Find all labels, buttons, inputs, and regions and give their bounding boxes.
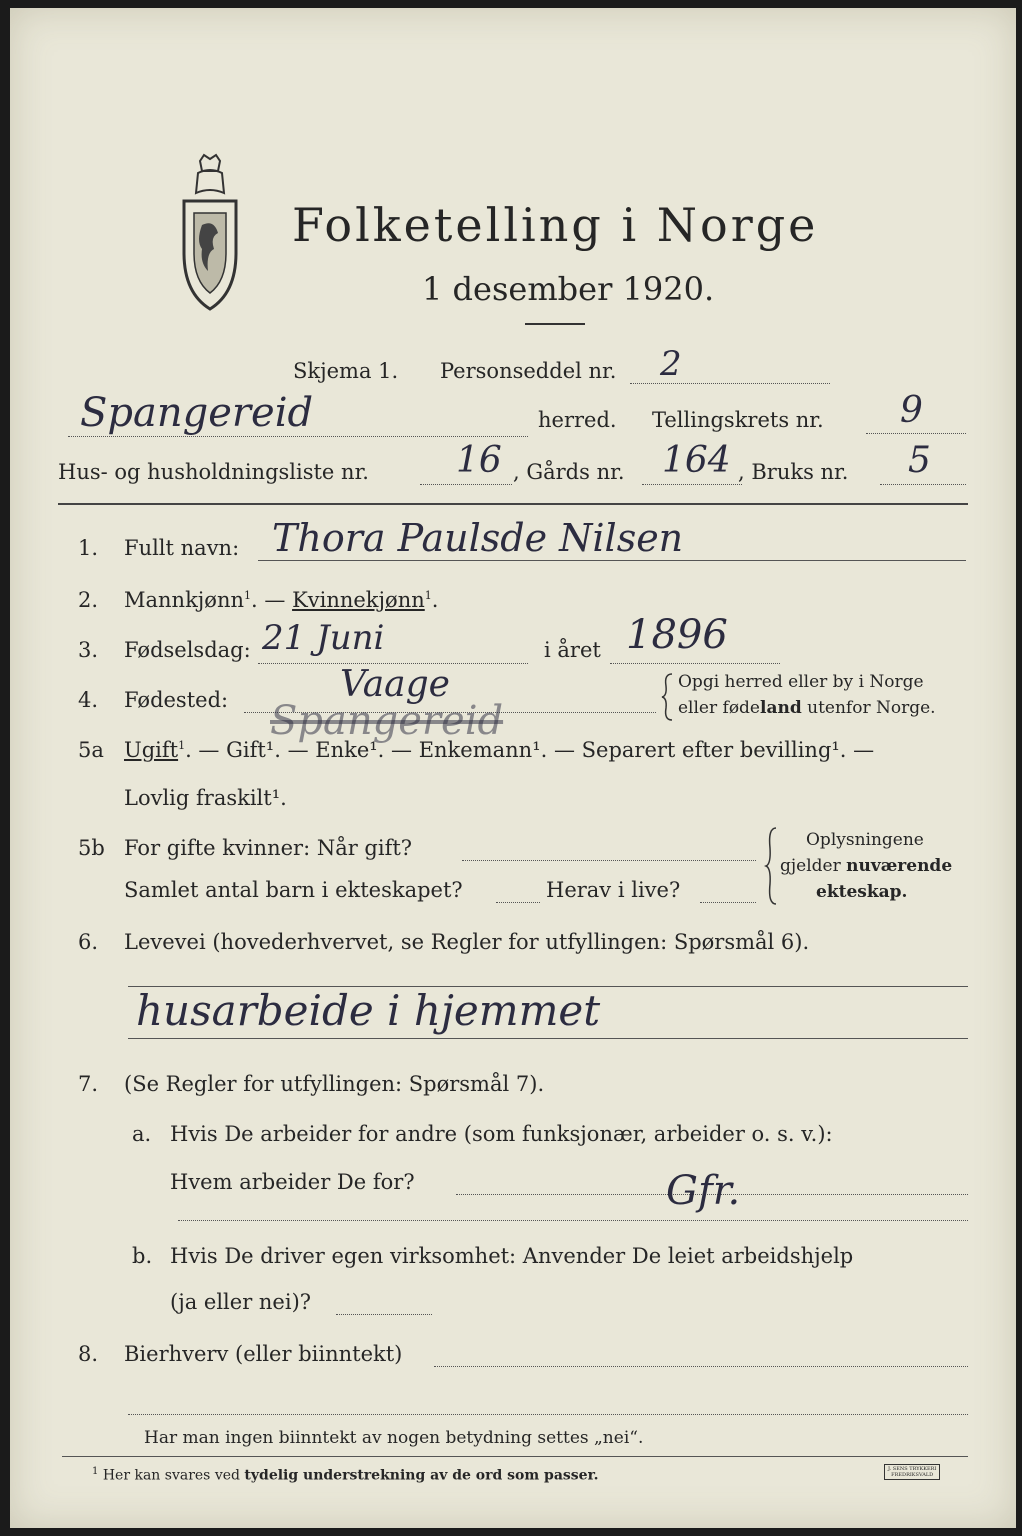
q6-line-2	[128, 1038, 968, 1039]
q5b-number: 5b	[78, 836, 105, 860]
q5a-options	[124, 738, 874, 762]
stamp-line-2: FREDRIKSVALD	[891, 1472, 934, 1478]
q7-label: (Se Regler for utfyllingen: Spørsmål 7).	[124, 1072, 545, 1096]
q7a-line-2	[178, 1220, 968, 1221]
printer-stamp	[884, 1464, 940, 1480]
footer-divider	[62, 1456, 968, 1457]
q1-line	[258, 560, 966, 561]
q8-number: 8.	[78, 1342, 99, 1366]
q5b-note-3: ekteskap.	[816, 882, 908, 902]
birth-day-value[interactable]: 21 Juni	[262, 618, 385, 658]
q5b-label-3: Herav i live?	[546, 878, 681, 902]
husliste-label: Hus- og husholdningsliste nr.	[58, 460, 369, 484]
male-option[interactable]: Mannkjønn	[124, 588, 245, 612]
q6-number: 6.	[78, 930, 99, 954]
birth-year-value[interactable]: 1896	[626, 612, 728, 658]
q5b-married-line	[462, 860, 756, 861]
personseddel-label: Personseddel nr.	[440, 359, 617, 383]
footnote-number: 1	[92, 1466, 99, 1477]
header-divider	[58, 503, 968, 505]
herred-label: herred.	[538, 408, 617, 432]
bruks-line	[880, 484, 966, 485]
q7b-line	[336, 1314, 432, 1315]
husliste-value[interactable]: 16	[456, 440, 502, 481]
footer-note: Har man ingen biinntekt av nogen betydning settes „nei“.	[144, 1428, 644, 1448]
q3-number: 3.	[78, 638, 99, 662]
birthplace-value[interactable]: Vaage	[340, 664, 450, 705]
q3-label: Fødselsdag:	[124, 638, 251, 662]
birthplace-struck: Spangereid	[270, 698, 504, 744]
full-name-value[interactable]: Thora Paulsde Nilsen	[272, 516, 684, 560]
q1-number: 1.	[78, 536, 99, 560]
q8-label: Bierhverv (eller biinntekt)	[124, 1342, 403, 1366]
q4-note-2b: land	[760, 698, 802, 718]
q2-end: .	[431, 588, 439, 612]
q7a-number: a.	[132, 1122, 152, 1146]
tellingskrets-value[interactable]: 9	[900, 390, 923, 431]
herred-line	[68, 436, 528, 437]
q7a-question: Hvem arbeider De for?	[170, 1170, 415, 1194]
q4-note-2	[678, 698, 936, 718]
q2-separator: . —	[251, 588, 286, 612]
q6-label: Levevei (hovederhvervet, se Regler for utfyllingen: Spørsmål 6).	[124, 930, 810, 954]
q7b-number: b.	[132, 1244, 153, 1268]
q5a-rest[interactable]: . — Gift¹. — Enke¹. — Enkemann¹. — Separert efter bevilling¹. —	[185, 738, 875, 762]
ugift-option[interactable]: Ugift	[124, 738, 179, 762]
census-date: 1 desember 1920.	[422, 270, 715, 308]
q7b-text: Hvis De driver egen virksomhet: Anvender De leiet arbeidshjelp	[170, 1244, 854, 1268]
q5a-number: 5a	[78, 738, 104, 762]
q5b-alive-line	[700, 902, 756, 903]
title-divider	[525, 323, 585, 325]
employer-value[interactable]: Gfr.	[666, 1168, 741, 1214]
gards-label: , Gårds nr.	[513, 460, 625, 484]
q3-year-line	[610, 663, 780, 664]
q4-label: Fødested:	[124, 688, 229, 712]
q5b-label-1: For gifte kvinner: Når gift?	[124, 836, 413, 860]
q7-number: 7.	[78, 1072, 99, 1096]
bruks-label: , Bruks nr.	[738, 460, 849, 484]
footnote-text-b: tydelig understrekning av de ord som passer.	[244, 1467, 599, 1484]
tellingskrets-line	[866, 433, 966, 434]
ugift-sup: 1	[178, 739, 186, 752]
q5b-note-2	[780, 856, 952, 876]
q4-note-1: Opgi herred eller by i Norge	[678, 672, 924, 692]
bruks-value[interactable]: 5	[908, 440, 931, 481]
q8-line-2	[128, 1414, 968, 1415]
q8-line-1	[434, 1366, 968, 1367]
q2-number: 2.	[78, 588, 99, 612]
q5a-line-2[interactable]: Lovlig fraskilt¹.	[124, 786, 287, 810]
personseddel-value[interactable]: 2	[660, 344, 682, 384]
q4-note-2a: eller føde	[678, 698, 760, 718]
q5b-children-line	[496, 902, 540, 903]
q4-number: 4.	[78, 688, 99, 712]
year-label: i året	[544, 638, 601, 662]
q4-note-2c: utenfor Norge.	[801, 698, 936, 718]
form-title: Folketelling i Norge	[292, 198, 819, 252]
stamp-line-1: J. SENS TRYKKERI	[888, 1466, 937, 1472]
q4-brace-icon	[660, 672, 674, 722]
q5b-note-2b: nuværende	[846, 856, 953, 876]
gards-value[interactable]: 164	[662, 440, 731, 481]
q5b-note-1: Oplysningene	[806, 830, 924, 850]
q2-line	[124, 588, 438, 612]
q5b-note-2a: gjelder	[780, 856, 847, 876]
q5b-brace-icon	[764, 826, 778, 906]
occupation-value[interactable]: husarbeide i hjemmet	[136, 986, 601, 1035]
q1-label: Fullt navn:	[124, 536, 240, 560]
q5b-label-2: Samlet antal barn i ekteskapet?	[124, 878, 463, 902]
footnote	[92, 1466, 599, 1484]
herred-value[interactable]: Spangereid	[80, 390, 314, 436]
q7b-question: (ja eller nei)?	[170, 1290, 312, 1314]
q7a-text: Hvis De arbeider for andre (som funksjonær, arbeider o. s. v.):	[170, 1122, 833, 1146]
skjema-label: Skjema 1.	[293, 359, 399, 383]
tellingskrets-label: Tellingskrets nr.	[652, 408, 824, 432]
coat-of-arms-icon	[170, 153, 250, 313]
footnote-text-a: Her kan svares ved	[102, 1467, 245, 1484]
female-option[interactable]: Kvinnekjønn	[292, 588, 425, 612]
female-sup: 1	[424, 589, 432, 602]
gards-line	[642, 484, 742, 485]
husliste-line	[420, 484, 512, 485]
male-sup: 1	[244, 589, 252, 602]
census-form	[10, 8, 1016, 1528]
